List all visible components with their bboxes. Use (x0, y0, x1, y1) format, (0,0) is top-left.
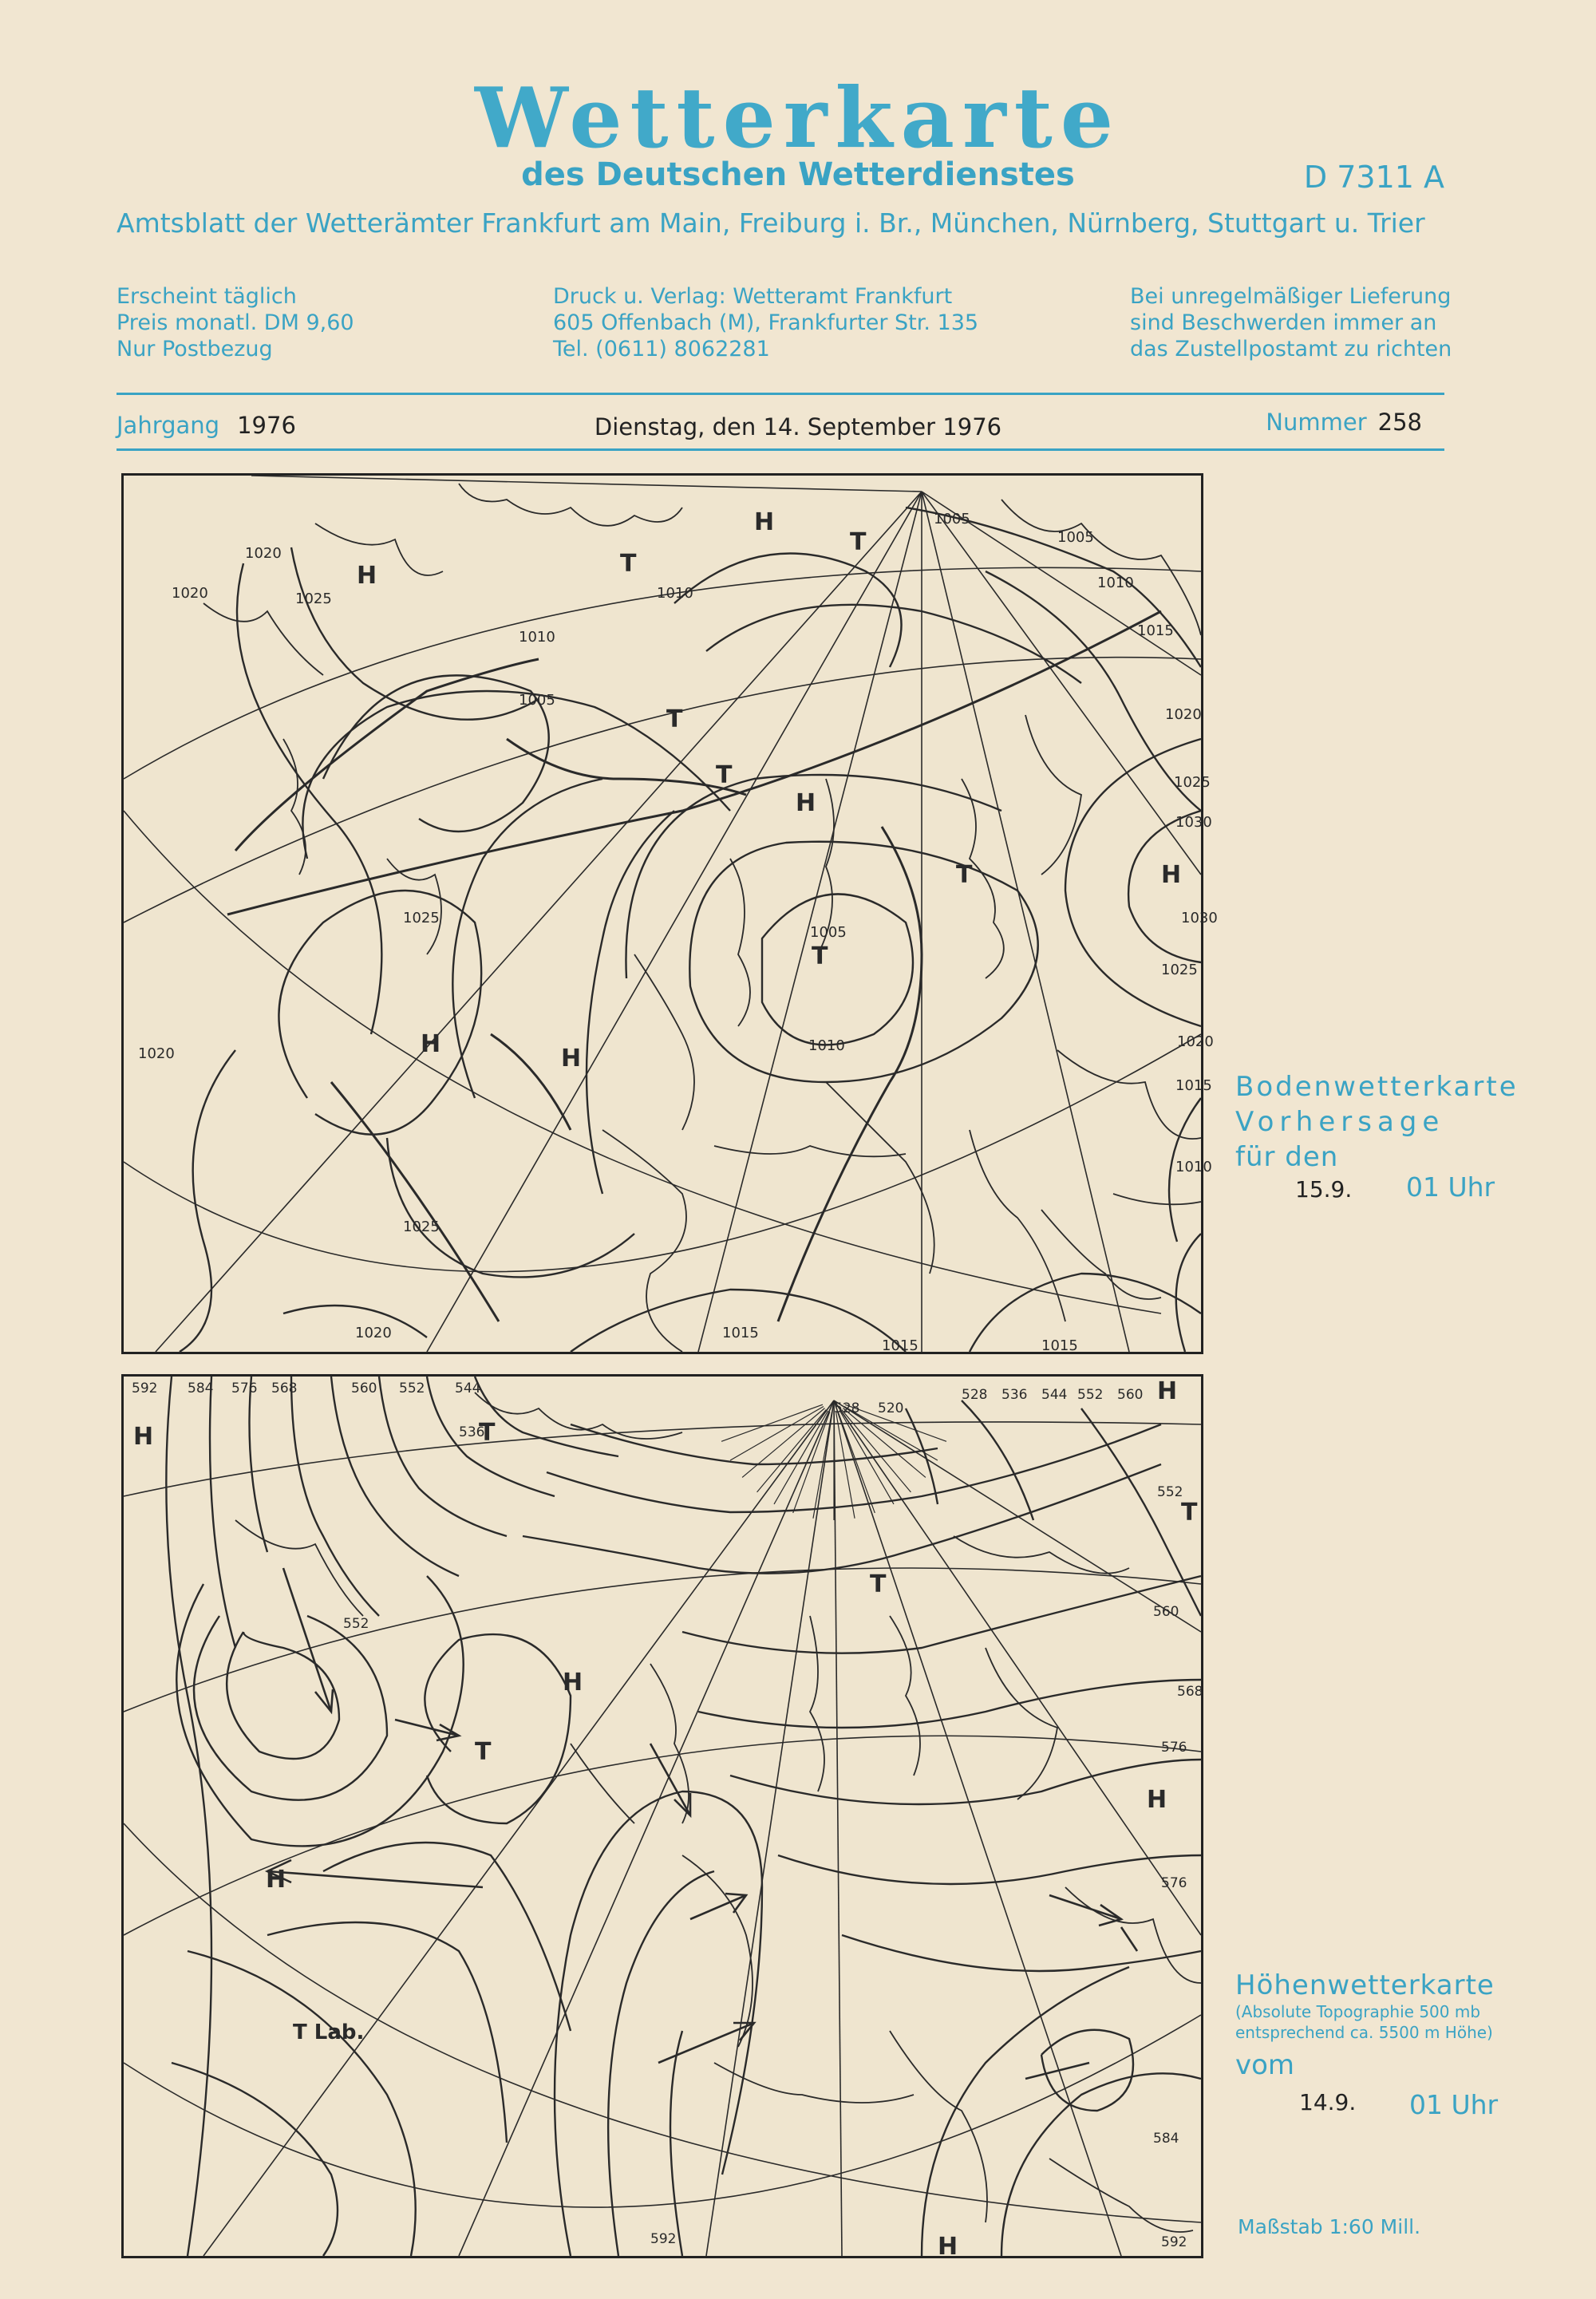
pressure-center: H (1147, 1786, 1167, 1814)
contour-label: 576 (231, 1381, 258, 1396)
isobar-label: 1005 (1057, 529, 1094, 546)
pressure-center: T (956, 861, 973, 889)
header-rule-top (117, 393, 1444, 395)
isobar-label: 1010 (1175, 1159, 1212, 1175)
isobar-label: 1015 (1175, 1077, 1212, 1094)
masthead-subtitle: des Deutschen Wetterdienstes (521, 156, 1075, 193)
contour-label: 576 (1161, 1875, 1187, 1891)
isobar-label: 1005 (934, 511, 970, 527)
contour-label: 576 (1161, 1740, 1187, 1756)
publication-code: D 7311 A (1303, 160, 1444, 195)
info-left-line: Erscheint täglich (117, 284, 297, 309)
upper-air-map (121, 1374, 1203, 2261)
contour-label: 560 (1117, 1387, 1144, 1403)
isobar-label: 1025 (1161, 962, 1198, 978)
upper-map-drawing (124, 1377, 1203, 2261)
upper-date: 14.9. (1299, 2089, 1357, 2115)
pressure-center: H (421, 1030, 441, 1058)
info-right (1130, 283, 1452, 362)
upper-time: 01 Uhr (1409, 2089, 1499, 2120)
info-center-line: Druck u. Verlag: Wetteramt Frankfurt (553, 284, 953, 309)
isobar-label: 1005 (519, 692, 555, 709)
contour-label: 568 (271, 1381, 298, 1396)
contour-label: 552 (1077, 1387, 1104, 1403)
isobar-label: 1030 (1181, 910, 1218, 926)
info-center (553, 283, 978, 362)
isobar-label: 1015 (722, 1325, 759, 1341)
isobar-label: 1020 (138, 1045, 175, 1062)
pressure-center: H (133, 1423, 154, 1451)
surface-weather-map (121, 473, 1218, 1354)
pressure-center: H (1157, 1377, 1178, 1405)
isobar-label: 1015 (1041, 1337, 1078, 1354)
upper-map-labels (132, 1377, 1203, 2261)
issue-date: Dienstag, den 14. September 1976 (594, 413, 1002, 440)
upper-caption-line: (Absolute Topographie 500 mb (1235, 2002, 1481, 2021)
header-rule-bottom (117, 448, 1444, 451)
pressure-center: T (479, 1419, 496, 1447)
info-left (117, 283, 354, 362)
contour-label: 536 (1001, 1387, 1028, 1403)
isobar-label: 1010 (657, 585, 693, 602)
pressure-center: H (563, 1669, 583, 1697)
jahrgang: Jahrgang 1976 (117, 412, 296, 439)
isobar-label: 1020 (1165, 706, 1202, 723)
isobar-label: 1025 (403, 1219, 440, 1235)
pressure-center: H (1161, 861, 1182, 889)
contour-label: 592 (650, 2231, 677, 2247)
isobar-label: 1020 (1177, 1033, 1214, 1050)
upper-caption-line: Höhenwetterkarte (1235, 1969, 1495, 2001)
upper-caption-detail (1235, 2001, 1493, 2043)
contour-label: 552 (343, 1616, 369, 1632)
info-center-line: 605 Offenbach (M), Frankfurter Str. 135 (553, 310, 979, 335)
surface-caption (1235, 1069, 1519, 1175)
contour-label: 552 (399, 1381, 425, 1396)
pressure-center: T (850, 528, 867, 556)
surface-caption-line: Vorhersage (1235, 1106, 1445, 1138)
isobar-label: 1010 (519, 629, 555, 646)
nummer: Nummer 258 (1266, 409, 1422, 436)
isobar-label: 1015 (1137, 622, 1174, 639)
pressure-center: T (475, 1738, 492, 1766)
isobar-label: 1020 (245, 545, 282, 562)
isobar-label: 1010 (808, 1037, 845, 1054)
info-left-line: Nur Postbezug (117, 337, 273, 361)
isobar-label: 1025 (295, 591, 332, 607)
pole-ray (813, 1412, 832, 1519)
info-center-line: Tel. (0611) 8062281 (553, 337, 770, 361)
pressure-center: T (1181, 1499, 1198, 1527)
isobar-label: 1025 (1174, 774, 1211, 791)
pole-ray (836, 1412, 855, 1519)
pressure-center: H (357, 562, 377, 590)
contour-label: 568 (1177, 1684, 1203, 1700)
surface-time: 01 Uhr (1406, 1171, 1495, 1203)
info-right-line: das Zustellpostamt zu richten (1130, 337, 1452, 361)
pressure-center: T (666, 705, 683, 733)
upper-caption-line: entsprechend ca. 5500 m Höhe) (1235, 2023, 1493, 2042)
info-left-line: Preis monatl. DM 9,60 (117, 310, 354, 335)
surface-map-drawing (124, 476, 1218, 1354)
amtsblatt-line: Amtsblatt der Wetterämter Frankfurt am Main, Freiburg i. Br., München, Nürnberg, Stuttgart u. Trier (117, 207, 1425, 239)
contour-label: 552 (1157, 1484, 1183, 1500)
pressure-center: T (870, 1570, 887, 1598)
pressure-center: T (620, 550, 637, 578)
isobar-label: 1025 (403, 910, 440, 926)
map-scale: Maßstab 1:60 Mill. (1238, 2215, 1421, 2238)
info-right-line: sind Beschwerden immer an (1130, 310, 1437, 335)
contour-label: 528 (962, 1387, 988, 1403)
contour-label: 536 (459, 1424, 485, 1440)
pressure-center: H (938, 2233, 958, 2261)
pressure-center: H (796, 789, 816, 817)
pressure-center: T (812, 942, 828, 970)
contour-label: 544 (455, 1381, 481, 1396)
pressure-center: H (561, 1045, 582, 1072)
isobar-label: 1020 (172, 585, 208, 602)
contour-label: 584 (188, 1381, 214, 1396)
contour-label: 592 (132, 1381, 158, 1396)
surface-caption-line: für den (1235, 1141, 1339, 1173)
isobar-label: 1020 (355, 1325, 392, 1341)
contour-label: 520 (878, 1400, 904, 1416)
upper-caption-vom: vom (1235, 2049, 1295, 2081)
contour-label: 560 (351, 1381, 377, 1396)
info-right-line: Bei unregelmäßiger Lieferung (1130, 284, 1452, 309)
isobar-label: 1010 (1097, 575, 1134, 591)
contour-label: 560 (1153, 1604, 1179, 1620)
pressure-center: T (716, 761, 733, 789)
pressure-center: H (266, 1866, 286, 1894)
masthead-title: Wetterkarte (475, 69, 1121, 167)
isobar-label: 1005 (810, 924, 847, 941)
surface-caption-line: Bodenwetterkarte (1235, 1071, 1519, 1103)
upper-caption (1235, 1968, 1495, 2003)
contour-label: 584 (1153, 2131, 1179, 2147)
isobar-label: 1015 (882, 1337, 918, 1354)
surface-date: 15.9. (1295, 1176, 1353, 1203)
handwritten-note: T Lab. (293, 2021, 365, 2044)
contour-label: 528 (834, 1400, 860, 1416)
isobar-label: 1030 (1175, 814, 1212, 831)
contour-label: 592 (1161, 2234, 1187, 2250)
pressure-center: H (754, 508, 775, 536)
contour-label: 544 (1041, 1387, 1068, 1403)
